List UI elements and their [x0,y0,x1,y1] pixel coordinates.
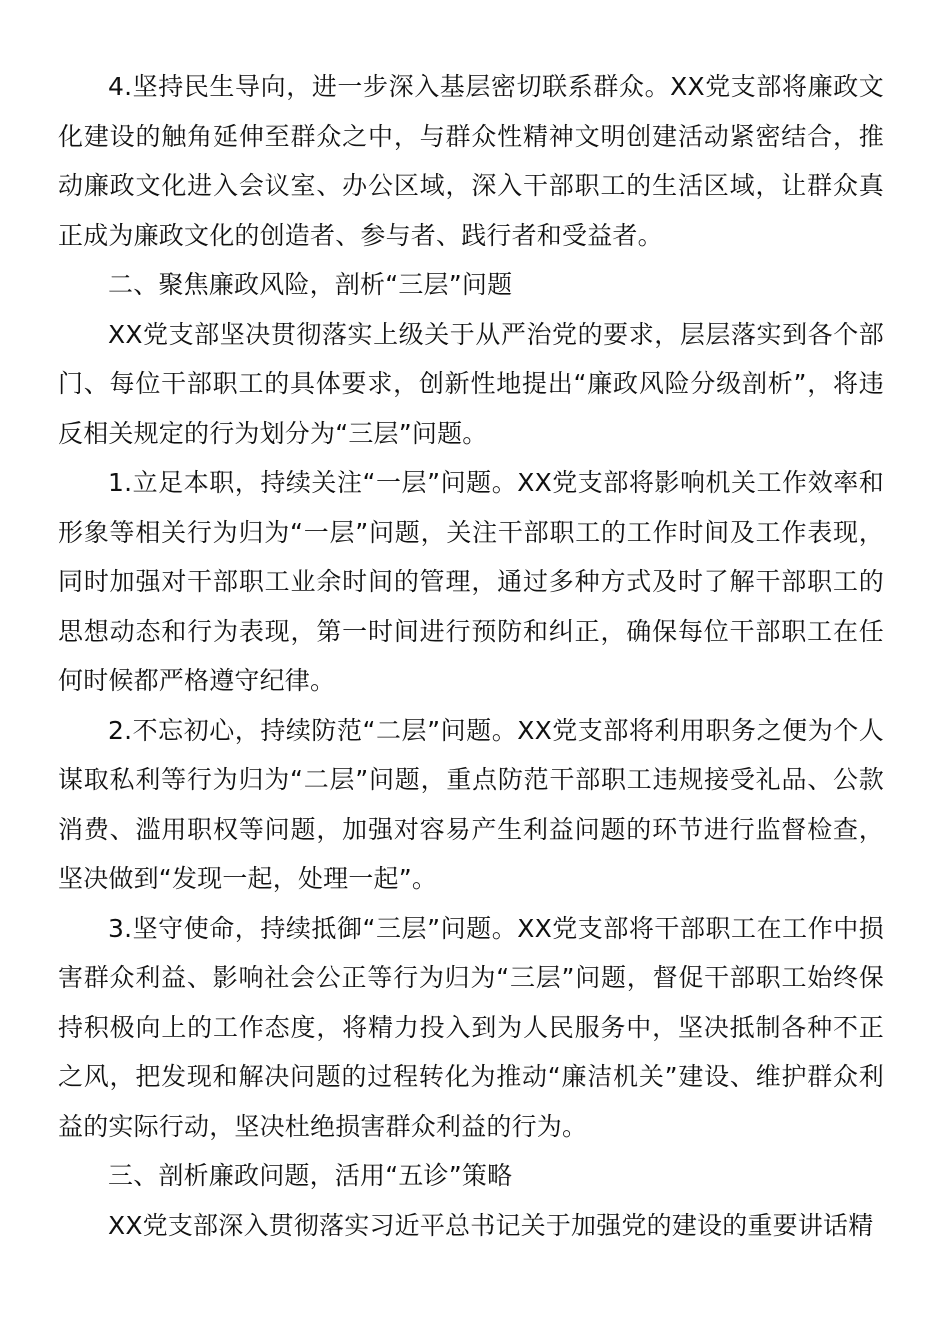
paragraph-point-3: 3.坚守使命，持续抵御“三层”问题。XX党支部将干部职工在工作中损害群众利益、影响社会公正等行为归为“三层”问题，督促干部职工始终保持积极向上的工作态度，将精力投入到为人民服务中，坚决抵制各种不正之风，把发现和解决问题的过程转化为推动“廉洁机关”建设、维护群众利益的实际行动，坚决杜绝损害群众利益的行为。 [58,913,884,1141]
paragraph-point-2: 2.不忘初心，持续防范“二层”问题。XX党支部将利用职务之便为个人谋取私利等行为归为“二层”问题，重点防范干部职工违规接受礼品、公款消费、滥用职权等问题，加强对容易产生利益问题的环节进行监督检查，坚决做到“发现一起，处理一起”。 [58,715,884,893]
document-page [58,62,884,1250]
paragraph-point-1: 1.立足本职，持续关注“一层”问题。XX党支部将影响机关工作效率和形象等相关行为归为“一层”问题，关注干部职工的工作时间及工作表现，同时加强对干部职工业余时间的管理，通过多种方式及时了解干部职工的思想动态和行为表现，第一时间进行预防和纠正，确保每位干部职工在任何时候都严格遵守纪律。 [58,468,884,695]
paragraph-section-3-intro: XX党支部深入贯彻落实习近平总书记关于加强党的建设的重要讲话精 [108,1210,874,1240]
paragraph-point-4: 4.坚持民生导向，进一步深入基层密切联系群众。XX党支部将廉政文化建设的触角延伸至群众之中，与群众性精神文明创建活动紧密结合，推动廉政文化进入会议室、办公区域，深入干部职工的生活区域，让群众真正成为廉政文化的创造者、参与者、践行者和受益者。 [58,72,884,250]
section-heading-3: 三、剖析廉政问题，活用“五诊”策略 [108,1161,513,1190]
paragraph-section-2-intro: XX党支部坚决贯彻落实上级关于从严治党的要求，层层落实到各个部门、每位干部职工的具体要求，创新性地提出“廉政风险分级剖析”，将违反相关规定的行为划分为“三层”问题。 [58,319,884,448]
section-heading-2: 二、聚焦廉政风险，剖析“三层”问题 [108,270,513,299]
